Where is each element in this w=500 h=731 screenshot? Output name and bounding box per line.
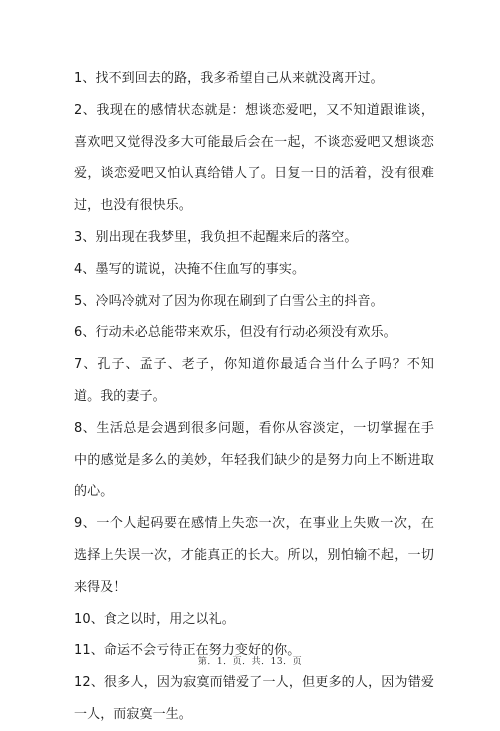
quote-list	[74, 63, 434, 731]
page-footer: 第．1．页．共．13．页	[197, 657, 303, 667]
list-item: 2、我现在的感情状态就是：想谈恋爱吧，又不知道跟谁谈，喜欢吧又觉得没多大可能最后会在一起，不谈恋爱吧又想谈恋爱，谈恋爱吧又怕认真给错人了。日复一日的活着，没有很难过，也没有很快乐。	[74, 102, 434, 214]
list-item: 10、食之以时，用之以礼。	[74, 611, 235, 627]
list-item: 1、找不到回去的路，我多希望自己从来就没离开过。	[74, 71, 384, 86]
list-item: 8、生活总是会遇到很多问题，看你从容淡定，一切掌握在手中的感觉是多么的美妙，年轻我们缺少的是努力向上不断进取的心。	[74, 420, 434, 500]
list-item: 7、孔子、孟子、老子，你知道你最适合当什么子吗？不知道。我的妻子。	[74, 357, 434, 404]
list-item: 11、命运不会亏待正在努力变好的你。	[74, 643, 301, 659]
list-item: 6、行动未必总能带来欢乐，但没有行动必须没有欢乐。	[74, 325, 397, 341]
list-item: 4、墨写的谎说，决掩不住血写的事实。	[74, 261, 306, 277]
list-item: 5、冷吗冷就对了因为你现在刷到了白雪公主的抖音。	[74, 293, 384, 309]
list-item: 3、别出现在我梦里，我负担不起醒来后的落空。	[74, 229, 358, 245]
list-item: 12、很多人，因为寂寞而错爱了一人，但更多的人，因为错爱一人，而寂寞一生。	[74, 675, 434, 722]
list-item: 9、一个人起码要在感情上失恋一次，在事业上失败一次，在选择上失误一次，才能真正的长大。所以，别怕输不起，一切来得及！	[74, 516, 434, 595]
